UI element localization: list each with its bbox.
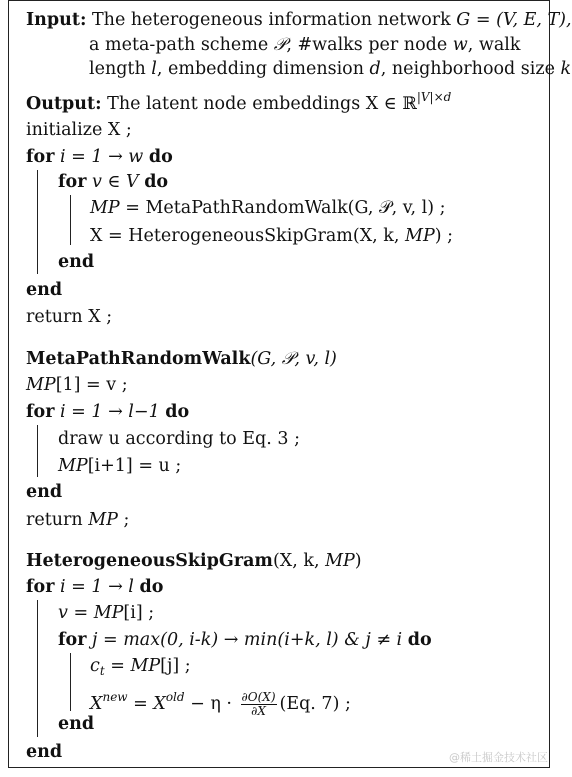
v-assign-line: v = MP[i] ;: [58, 603, 155, 623]
watermark: @稀土掘金技术社区: [449, 751, 548, 764]
ct-assign-line: $c_t = MP[j]$ ;: [90, 656, 191, 678]
end-walk-for: end: [26, 482, 63, 502]
input-line-1: Input: The heterogeneous information network G = (V, E, T),: [26, 10, 572, 30]
input-line-2: a meta-path scheme 𝒫, #walks per node w, walk: [89, 35, 521, 55]
end-inner-for: end: [58, 252, 95, 272]
gradient-fraction: $\frac{\partial O(X)}{\partial X}$: [241, 690, 276, 718]
skipgram-for-bar: [37, 600, 38, 737]
context-for-bar: [70, 653, 71, 711]
init-line: initialize X ;: [26, 120, 132, 140]
walk-for-line: for i = 1 → l−1 do: [26, 402, 190, 422]
end-main-for: end: [26, 280, 63, 300]
output-label: Output:: [26, 94, 102, 114]
update-line: $X^{new} = X^{old} - \eta$ · $\frac{\partial O(X)}{\partial X}$ (Eq. 7) ;: [90, 690, 351, 718]
mp-assign-line: MP = MetaPathRandomWalk(G, 𝒫, v, l) ;: [90, 198, 446, 218]
return-x-line: return X ;: [26, 307, 113, 327]
output-line: Output: The latent node embeddings X ∈ ℝ$^{|V|\times d}$: [26, 90, 452, 114]
walk-assign-line: MP[i+1] = u ;: [58, 456, 182, 476]
end-context-for: end: [58, 714, 95, 734]
x-assign-line: X = HeterogeneousSkipGram(X, k, MP) ;: [90, 226, 454, 246]
inner-for-bar: [70, 195, 71, 245]
input-line-3: length l, embedding dimension d, neighborhood size k: [89, 59, 572, 79]
walk-for-bar: [37, 425, 38, 477]
walk-func-header: MetaPathRandomWalk(G, 𝒫, v, l): [26, 349, 337, 369]
skipgram-for-line: for i = 1 → l do: [26, 577, 164, 597]
main-for-line: for i = 1 → w do: [26, 147, 173, 167]
input-label: Input:: [26, 10, 87, 30]
draw-line: draw u according to Eq. 3 ;: [58, 429, 300, 449]
skipgram-func-header: HeterogeneousSkipGram(X, k, MP): [26, 551, 362, 571]
end-skipgram-for: end: [26, 742, 63, 762]
walk-return-line: return MP ;: [26, 510, 130, 530]
walk-init-line: MP[1] = v ;: [26, 375, 128, 395]
inner-for-line: for v ∈ V do: [58, 172, 169, 192]
context-for-line: for j = max(0, i-k) → min(i+k, l) & j ≠ i do: [58, 630, 432, 650]
main-for-bar: [37, 170, 38, 274]
